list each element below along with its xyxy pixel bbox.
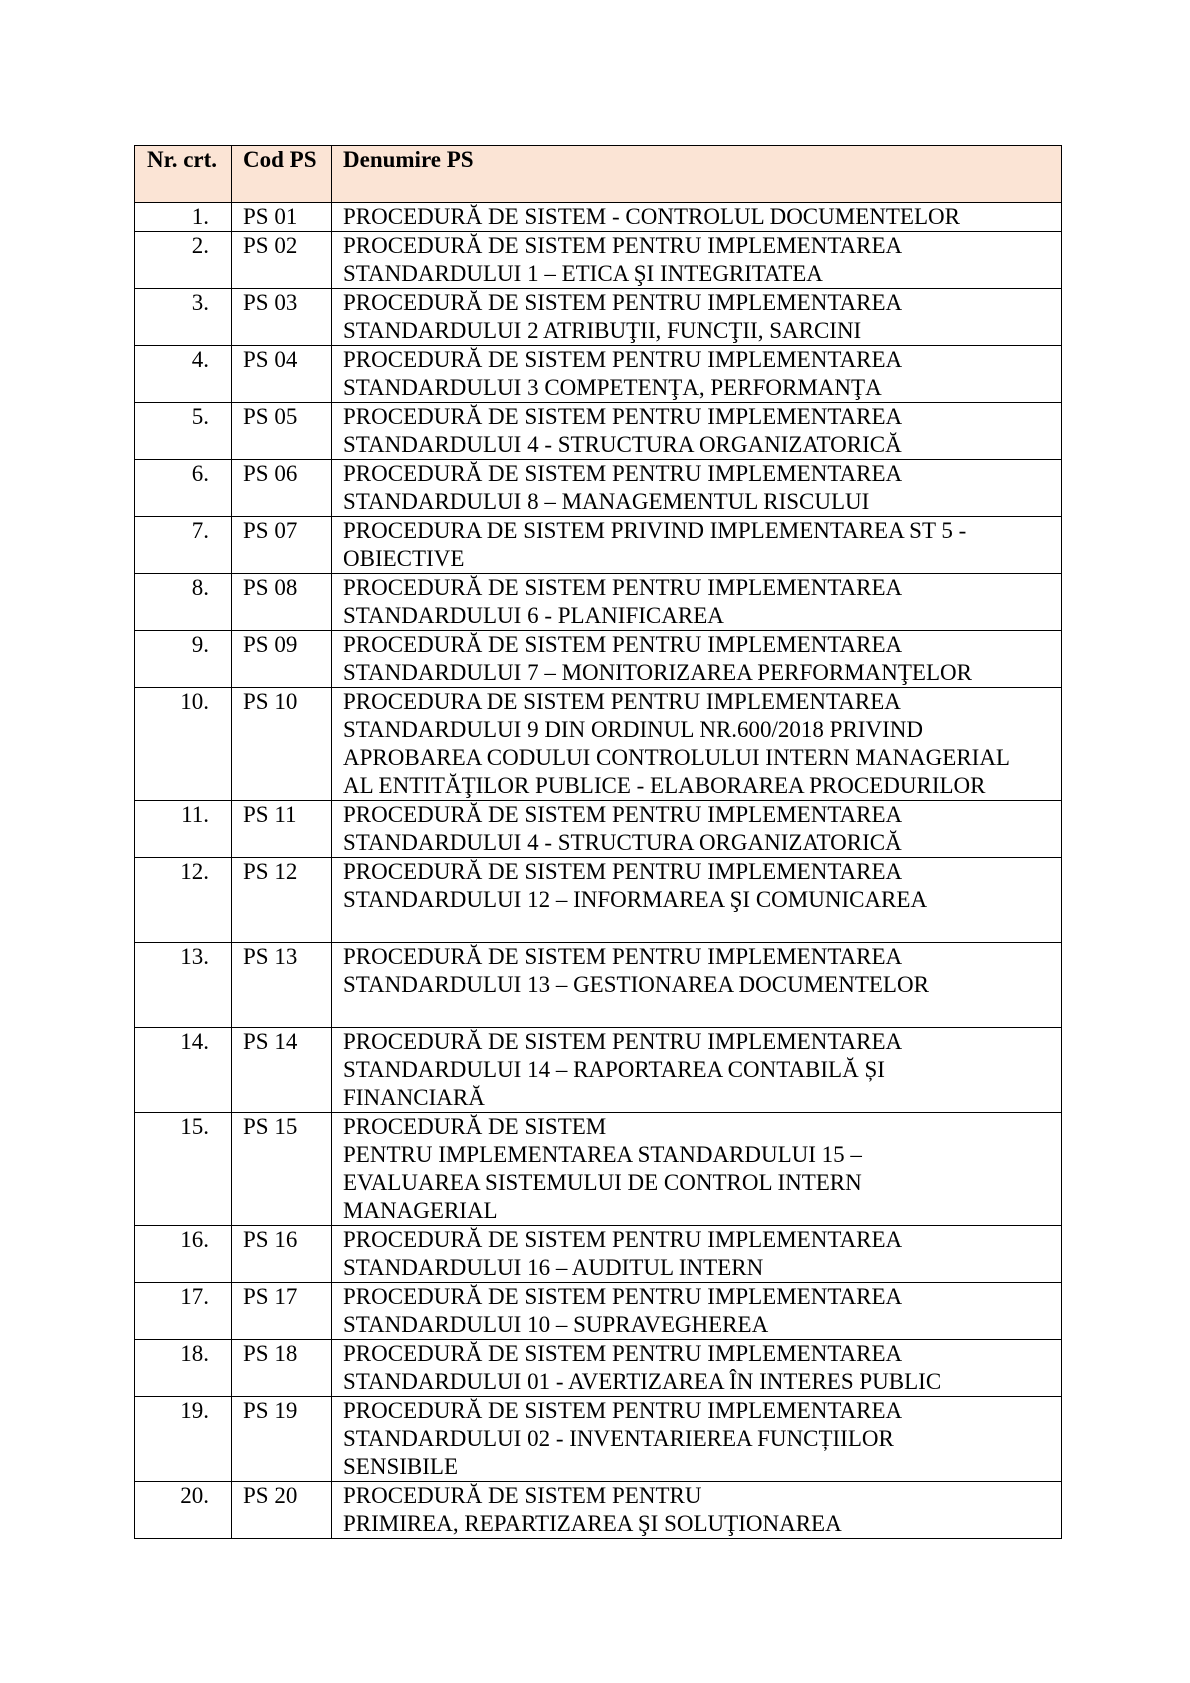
table-row (135, 1226, 1062, 1283)
row-number: 2. (135, 232, 232, 289)
row-name: PROCEDURĂ DE SISTEM PENTRU IMPLEMENTAREA STANDARDULUI 02 - INVENTARIEREA FUNCȚIILOR SENSIBILE (332, 1397, 1062, 1482)
row-code: PS 13 (232, 943, 332, 1028)
row-number: 3. (135, 289, 232, 346)
row-name: PROCEDURĂ DE SISTEM PENTRU IMPLEMENTAREA STANDARDULUI 10 – SUPRAVEGHEREA (332, 1283, 1062, 1340)
row-number: 5. (135, 403, 232, 460)
row-name: PROCEDURĂ DE SISTEM PENTRU IMPLEMENTAREA STANDARDULUI 15 – EVALUAREA SISTEMULUI DE CONTROL INTERN MANAGERIAL (332, 1113, 1062, 1226)
row-number: 20. (135, 1482, 232, 1539)
row-code: PS 05 (232, 403, 332, 460)
row-name: PROCEDURĂ DE SISTEM PENTRU IMPLEMENTAREA STANDARDULUI 13 – GESTIONAREA DOCUMENTELOR (332, 943, 1062, 1028)
table-row (135, 1482, 1062, 1539)
row-code: PS 09 (232, 631, 332, 688)
row-code: PS 06 (232, 460, 332, 517)
table-row (135, 688, 1062, 801)
row-name: PROCEDURA DE SISTEM PENTRU IMPLEMENTAREA STANDARDULUI 9 DIN ORDINUL NR.600/2018 PRIVIND APROBAREA CODULUI CONTROLULUI INTERN MANAGERIAL AL ENTITĂŢILOR PUBLICE - ELABORAREA PROCEDURILOR (332, 688, 1062, 801)
row-name: PROCEDURĂ DE SISTEM PENTRU IMPLEMENTAREA STANDARDULUI 3 COMPETENŢA, PERFORMANŢA (332, 346, 1062, 403)
row-number: 19. (135, 1397, 232, 1482)
row-number: 12. (135, 858, 232, 943)
row-name: PROCEDURĂ DE SISTEM PENTRU IMPLEMENTAREA STANDARDULUI 8 – MANAGEMENTUL RISCULUI (332, 460, 1062, 517)
row-number: 4. (135, 346, 232, 403)
row-code: PS 02 (232, 232, 332, 289)
header-cod-ps: Cod PS (232, 146, 332, 203)
row-name: PROCEDURĂ DE SISTEM PENTRU IMPLEMENTAREA STANDARDULUI 2 ATRIBUŢII, FUNCŢII, SARCINI (332, 289, 1062, 346)
row-number: 9. (135, 631, 232, 688)
row-number: 15. (135, 1113, 232, 1226)
row-number: 13. (135, 943, 232, 1028)
table-row (135, 203, 1062, 232)
row-number: 17. (135, 1283, 232, 1340)
row-name: PROCEDURĂ DE SISTEM PENTRU IMPLEMENTAREA STANDARDULUI 14 – RAPORTAREA CONTABILĂ ȘI FINANCIARĂ (332, 1028, 1062, 1113)
row-code: PS 03 (232, 289, 332, 346)
table-row (135, 1397, 1062, 1482)
table-row (135, 517, 1062, 574)
row-number: 14. (135, 1028, 232, 1113)
row-name: PROCEDURĂ DE SISTEM PENTRU IMPLEMENTAREA STANDARDULUI 6 - PLANIFICAREA (332, 574, 1062, 631)
row-number: 10. (135, 688, 232, 801)
row-code: PS 15 (232, 1113, 332, 1226)
row-code: PS 20 (232, 1482, 332, 1539)
row-number: 18. (135, 1340, 232, 1397)
table-row (135, 943, 1062, 1028)
table-row (135, 1028, 1062, 1113)
table-header (135, 146, 1062, 203)
row-number: 1. (135, 203, 232, 232)
table-row (135, 858, 1062, 943)
header-denumire-ps: Denumire PS (332, 146, 1062, 203)
row-code: PS 08 (232, 574, 332, 631)
row-name: PROCEDURA DE SISTEM PRIVIND IMPLEMENTAREA ST 5 - OBIECTIVE (332, 517, 1062, 574)
table-row (135, 1340, 1062, 1397)
row-name: PROCEDURĂ DE SISTEM PENTRU IMPLEMENTAREA STANDARDULUI 01 - AVERTIZAREA ÎN INTERES PUBLIC (332, 1340, 1062, 1397)
table-row (135, 403, 1062, 460)
row-code: PS 10 (232, 688, 332, 801)
table-row (135, 574, 1062, 631)
table-row (135, 1283, 1062, 1340)
header-nr-crt: Nr. crt. (135, 146, 232, 203)
row-number: 11. (135, 801, 232, 858)
table-row (135, 289, 1062, 346)
row-name: PROCEDURĂ DE SISTEM PENTRU IMPLEMENTAREA STANDARDULUI 12 – INFORMAREA ŞI COMUNICAREA (332, 858, 1062, 943)
table-row (135, 460, 1062, 517)
row-number: 16. (135, 1226, 232, 1283)
table-header-row (135, 146, 1062, 203)
row-code: PS 17 (232, 1283, 332, 1340)
row-number: 8. (135, 574, 232, 631)
row-code: PS 16 (232, 1226, 332, 1283)
row-name: PROCEDURĂ DE SISTEM PENTRU IMPLEMENTAREA STANDARDULUI 1 – ETICA ŞI INTEGRITATEA (332, 232, 1062, 289)
row-name: PROCEDURĂ DE SISTEM PENTRU IMPLEMENTAREA STANDARDULUI 4 - STRUCTURA ORGANIZATORICĂ (332, 403, 1062, 460)
row-name: PROCEDURĂ DE SISTEM PENTRU IMPLEMENTAREA STANDARDULUI 4 - STRUCTURA ORGANIZATORICĂ (332, 801, 1062, 858)
procedures-table-container (134, 145, 1061, 1539)
table-row (135, 801, 1062, 858)
table-row (135, 346, 1062, 403)
procedures-table (134, 145, 1062, 1539)
table-body (135, 203, 1062, 1539)
row-code: PS 04 (232, 346, 332, 403)
row-name: PROCEDURĂ DE SISTEM PENTRU IMPLEMENTAREA STANDARDULUI 7 – MONITORIZAREA PERFORMANŢELOR (332, 631, 1062, 688)
table-row (135, 232, 1062, 289)
row-code: PS 14 (232, 1028, 332, 1113)
row-name: PROCEDURĂ DE SISTEM PENTRU IMPLEMENTAREA STANDARDULUI 16 – AUDITUL INTERN (332, 1226, 1062, 1283)
row-number: 6. (135, 460, 232, 517)
row-code: PS 11 (232, 801, 332, 858)
row-code: PS 18 (232, 1340, 332, 1397)
row-code: PS 07 (232, 517, 332, 574)
row-code: PS 01 (232, 203, 332, 232)
row-code: PS 19 (232, 1397, 332, 1482)
row-name: PROCEDURĂ DE SISTEM PENTRU PRIMIREA, REPARTIZAREA ŞI SOLUŢIONAREA (332, 1482, 1062, 1539)
table-row (135, 631, 1062, 688)
row-name: PROCEDURĂ DE SISTEM - CONTROLUL DOCUMENTELOR (332, 203, 1062, 232)
row-number: 7. (135, 517, 232, 574)
table-row (135, 1113, 1062, 1226)
row-code: PS 12 (232, 858, 332, 943)
